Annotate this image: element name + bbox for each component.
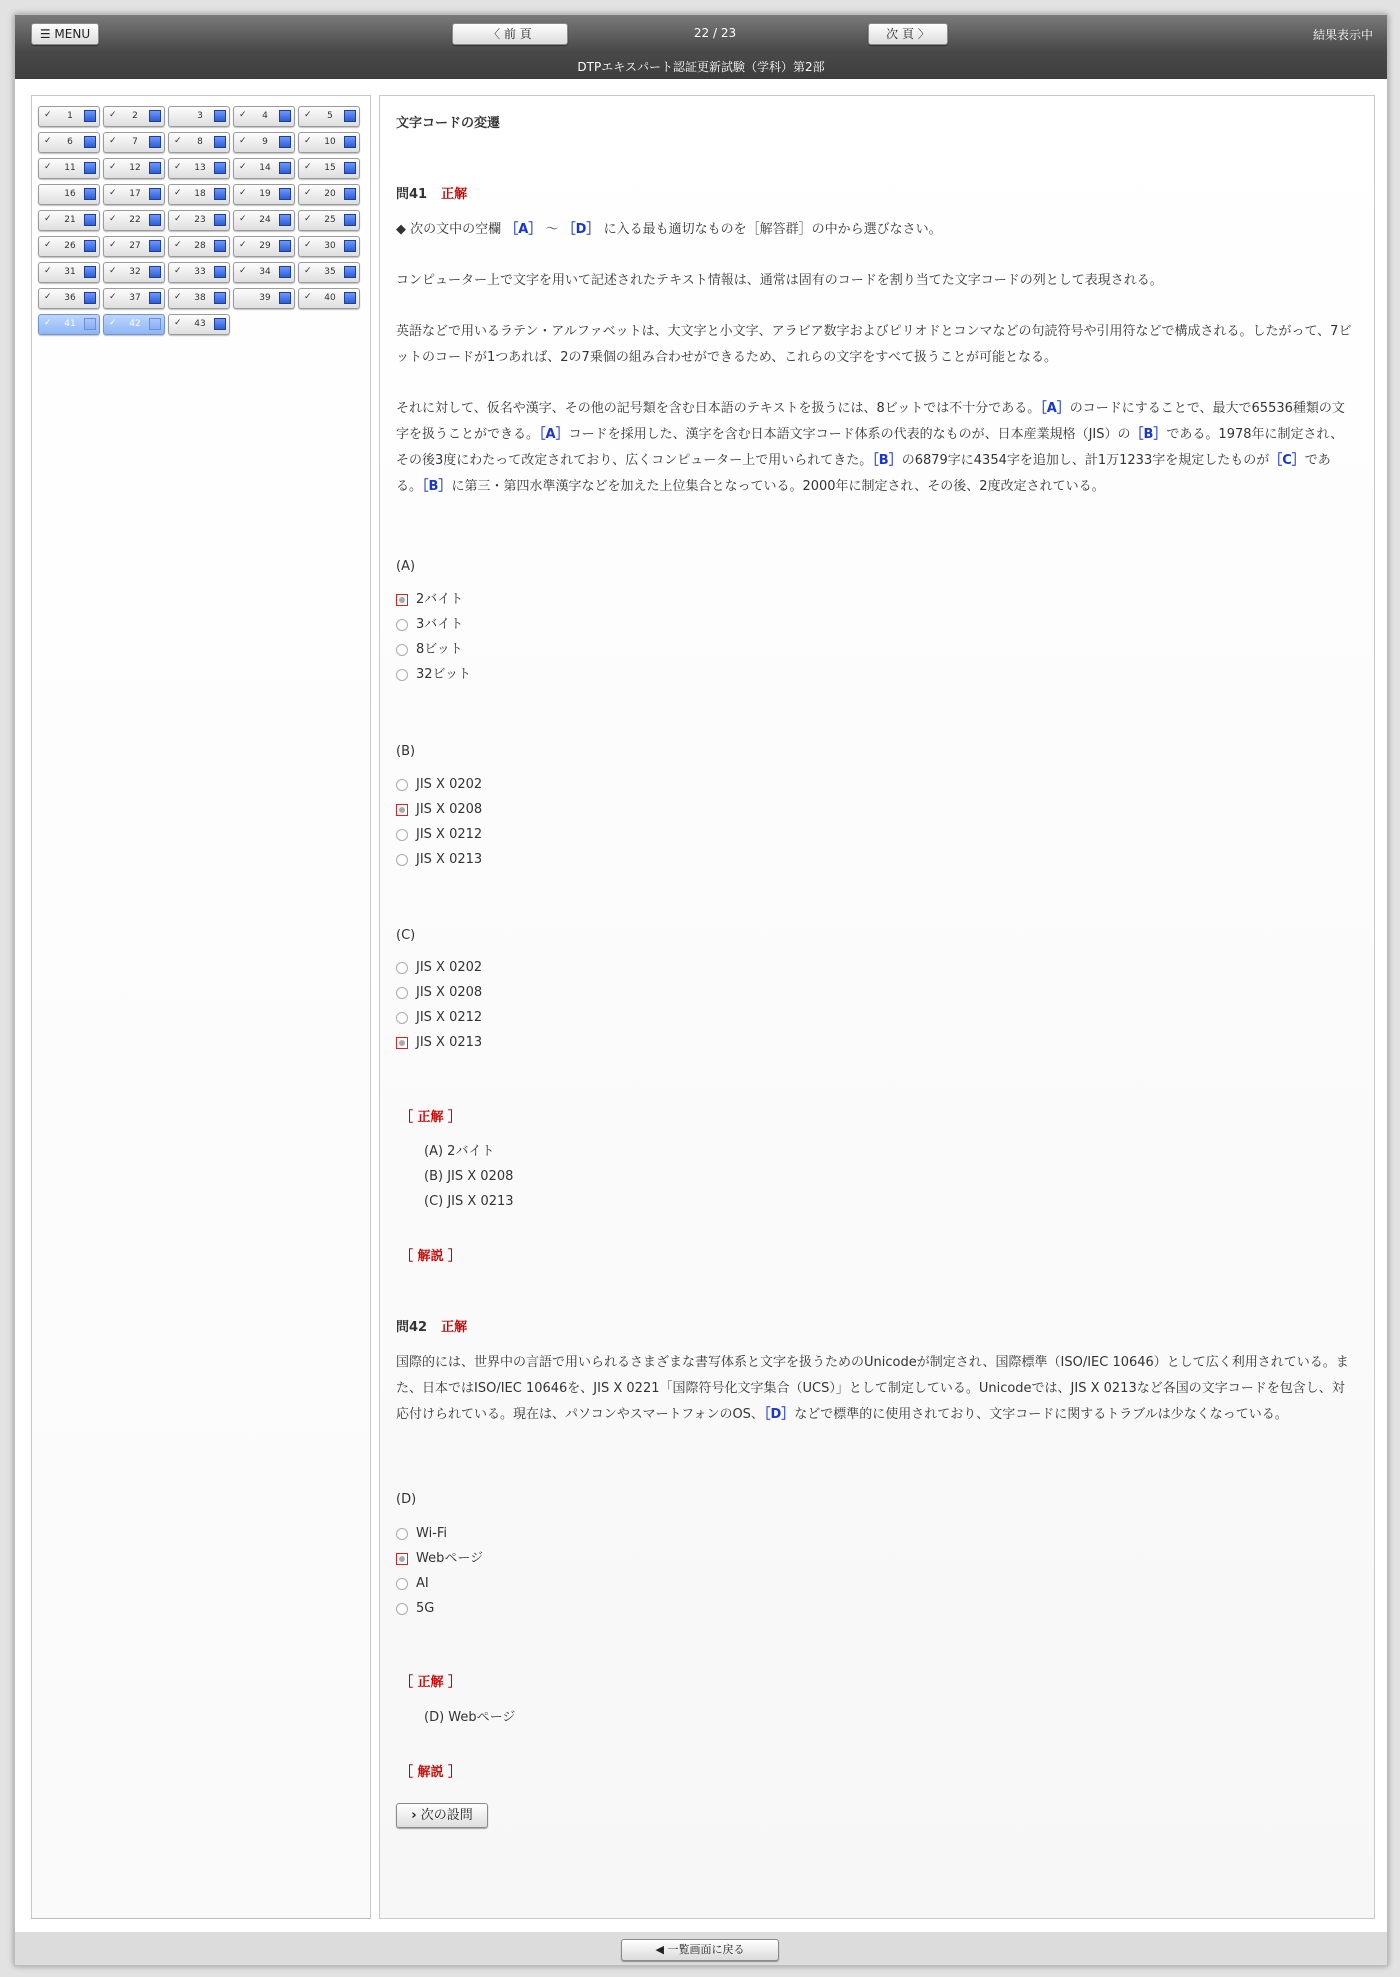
question-nav-button[interactable] [103,158,165,179]
question-nav-button[interactable] [103,288,165,309]
answer-item: (D) Webページ [424,1710,516,1725]
q41-para2: 英語などで用いるラテン・アルファベットは、大文字と小文字、アラビア数字およびピリオドとコンマなどの句読符号や引用符などで構成される。したがって、7ビットのコードが1つあれば、2の7乗個の組み合わせができるため、これらの文字をすべて扱うことが可能となる。 [396,324,1352,365]
question-nav-button[interactable] [298,158,360,179]
check-icon: ✓ [44,214,52,224]
question-nav-button[interactable] [298,236,360,257]
q41-answers [396,1139,1356,1214]
bookmark-square-icon[interactable] [279,136,291,148]
next-page-button[interactable]: 次 頁 〉 [868,23,948,45]
q41-para1: コンピューター上で文字を用いて記述されたテキスト情報は、通常は固有のコードを割り当てた文字コードの列として表現される。 [396,273,1163,288]
check-icon: ✓ [109,110,117,120]
check-icon: ✓ [174,188,182,198]
check-icon: ✓ [239,110,247,120]
instr-text: ◆ 次の文中の空欄 [396,222,502,237]
para-text: 国際的には、世界中の言語で用いられるさまざまな書写体系と文字を扱うためのUnicodeが制定され、国際標準（ISO/IEC 10646）として広く利用されている。また、日本ではISO/IEC 10646を、JIS X 0221「国際符号化文字集合（UCS）」として制定している。Unicodeでは、JIS X 0213など各国の文字コードを包含し、対応付けられている。現在は、パソコンやスマートフォンのOS、 [396,1355,1349,1422]
question-nav-button[interactable] [298,132,360,153]
bookmark-square-icon[interactable] [214,162,226,174]
main-card [15,79,1387,1932]
check-icon: ✓ [304,188,312,198]
question-number: 37 [129,293,141,303]
check-icon: ✓ [109,136,117,146]
answer-option[interactable] [396,797,1356,822]
question-nav-button[interactable] [233,184,295,205]
option-label: AI [416,1576,429,1591]
radio-selected-icon[interactable] [396,594,408,606]
question-number: 32 [129,267,141,277]
question-number: 21 [64,215,76,225]
radio-selected-icon[interactable] [396,804,408,816]
radio-icon[interactable] [396,619,408,631]
check-icon: ✓ [44,162,52,172]
bookmark-square-icon[interactable] [279,266,291,278]
q41-explanation-heading: ［ 解説 ］ [400,1249,462,1264]
blank-a: ［A］ [1040,401,1070,416]
bookmark-square-icon[interactable] [84,318,96,330]
question-nav-button[interactable] [103,132,165,153]
group-c-label: (C) [396,928,416,943]
blank-c: ［C］ [1269,453,1305,468]
question-grid [38,106,366,335]
question-number: 11 [64,163,76,173]
check-icon: ✓ [109,318,117,328]
bookmark-square-icon[interactable] [149,266,161,278]
check-icon: ✓ [44,266,52,276]
para-text: である。 [396,453,1331,494]
option-label: Webページ [416,1551,484,1566]
blank-a: ［A］ [539,427,569,442]
question-number: 8 [197,137,203,147]
check-icon: ✓ [109,162,117,172]
bookmark-square-icon[interactable] [344,136,356,148]
radio-icon[interactable] [396,962,408,974]
check-icon: ✓ [304,136,312,146]
q41-label: 問41 [396,187,428,202]
question-number: 25 [324,215,336,225]
question-nav-button[interactable] [103,262,165,283]
question-number: 22 [129,215,141,225]
question-nav-button[interactable] [168,262,230,283]
bookmark-square-icon[interactable] [279,188,291,200]
answer-option[interactable] [396,955,1356,980]
question-nav-button[interactable] [233,132,295,153]
question-nav-button[interactable] [168,184,230,205]
blank-d: ［D］ [763,1407,795,1422]
check-icon: ✓ [304,240,312,250]
radio-icon[interactable] [396,669,408,681]
group-c-options [396,955,1356,1055]
answer-option[interactable] [396,637,1356,662]
question-nav-button[interactable] [298,262,360,283]
question-nav-button[interactable] [168,236,230,257]
question-nav-button[interactable] [233,236,295,257]
check-icon: ✓ [239,188,247,198]
bookmark-square-icon[interactable] [149,214,161,226]
question-nav-button[interactable] [38,236,100,257]
para-text: に第三・第四水準漢字などを加えた上位集合となっている。2000年に制定され、その後、2度改定されている。 [451,479,1105,494]
q41-result-mark: 正解 [441,187,468,202]
radio-icon[interactable] [396,1603,408,1615]
answer-option[interactable] [396,1030,1356,1055]
check-icon: ✓ [109,240,117,250]
check-icon: ✓ [44,110,52,120]
option-label: JIS X 0208 [416,985,483,1000]
question-number: 27 [129,241,141,251]
check-icon: ✓ [174,136,182,146]
answer-option[interactable] [396,587,1356,612]
bookmark-square-icon[interactable] [149,110,161,122]
answer-option[interactable] [396,1005,1356,1030]
option-label: JIS X 0213 [416,1035,483,1050]
question-nav-button[interactable] [38,184,100,205]
bookmark-square-icon[interactable] [214,318,226,330]
check-icon: ✓ [44,292,52,302]
question-nav-button[interactable] [168,210,230,231]
para-text: などで標準的に使用されており、文字コードに関するトラブルは少なくなっている。 [794,1407,1288,1422]
para-text: コードを採用した、漢字を含む日本語文字コード体系の代表的なものが、日本産業規格（JIS）の [568,427,1131,442]
check-icon: ✓ [109,188,117,198]
blank-d: ［D］ [562,222,600,237]
menu-button[interactable]: ☰ MENU [31,23,99,45]
question-nav-button[interactable] [168,106,230,127]
answer-option[interactable] [396,1596,1356,1621]
app-window [14,14,1388,1966]
question-number: 35 [324,267,336,277]
bookmark-square-icon[interactable] [149,292,161,304]
question-number: 34 [259,267,271,277]
question-number: 12 [129,163,141,173]
result-status: 結果表示中 [1312,28,1373,42]
question-nav-button[interactable] [298,106,360,127]
question-nav-button[interactable] [168,132,230,153]
question-number: 29 [259,241,271,251]
radio-selected-icon[interactable] [396,1553,408,1565]
back-to-list-label: 一覧画面に戻る [667,1943,745,1956]
answer-option[interactable] [396,1571,1356,1596]
check-icon: ✓ [304,292,312,302]
instr-text: 〜 [545,222,559,237]
para-text: それに対して、仮名や漢字、その他の記号類を含む日本語のテキストを扱うには、8ビットでは不十分である。 [396,401,1041,416]
question-number: 36 [64,293,76,303]
question-nav-button[interactable] [103,106,165,127]
answer-option[interactable] [396,980,1356,1005]
answer-option[interactable] [396,1521,1356,1546]
bookmark-square-icon[interactable] [84,162,96,174]
circle-arrow-left-icon: ◀ [655,1943,664,1956]
bookmark-square-icon[interactable] [279,214,291,226]
exam-title: DTPエキスパート認証更新試験（学科）第2部 [577,60,825,74]
group-d-options [396,1521,1356,1621]
q42-para [396,1350,1356,1428]
check-icon: ✓ [304,110,312,120]
blank-b: ［B］ [422,479,452,494]
answer-option[interactable] [396,822,1356,847]
bookmark-square-icon[interactable] [279,292,291,304]
answer-option[interactable] [396,662,1356,687]
check-icon: ✓ [109,266,117,276]
next-question-button[interactable] [396,1803,488,1828]
bookmark-square-icon[interactable] [214,292,226,304]
question-nav-button[interactable] [233,106,295,127]
check-icon: ✓ [44,136,52,146]
question-number: 43 [194,319,206,329]
question-nav-button[interactable] [233,158,295,179]
answer-option[interactable] [396,772,1356,797]
question-number: 23 [194,215,206,225]
question-number: 14 [259,163,271,173]
instr-text: に入る最も適切なものを［解答群］の中から選びなさい。 [603,222,942,237]
q42-answer-heading: ［ 正解 ］ [400,1675,462,1690]
question-number: 4 [262,111,268,121]
question-number: 17 [129,189,141,199]
check-icon: ✓ [174,292,182,302]
bookmark-square-icon[interactable] [344,110,356,122]
question-number: 26 [64,241,76,251]
bookmark-square-icon[interactable] [84,214,96,226]
question-nav-button[interactable] [103,236,165,257]
answer-option[interactable] [396,612,1356,637]
blank-b: ［B］ [872,453,902,468]
question-number: 2 [132,111,138,121]
blank-b: ［B］ [1130,427,1167,442]
bookmark-square-icon[interactable] [84,240,96,252]
section-title: 文字コードの変遷 [396,116,501,131]
question-number: 16 [64,189,76,199]
q42-answers [396,1705,1356,1730]
question-nav-button[interactable] [103,184,165,205]
check-icon: ✓ [239,214,247,224]
option-label: 3バイト [416,617,464,632]
answer-option[interactable] [396,1546,1356,1571]
question-sidebar [31,95,371,1919]
check-icon: ✓ [304,162,312,172]
answer-option[interactable] [396,847,1356,872]
para-text: のコードにすることで、最大で65536種類の文字を扱うことができる。 [396,401,1345,442]
bookmark-square-icon[interactable] [149,188,161,200]
bookmark-square-icon[interactable] [214,136,226,148]
question-number: 13 [194,163,206,173]
footer-bar [15,1932,1387,1965]
check-icon: ✓ [239,162,247,172]
bookmark-square-icon[interactable] [84,292,96,304]
bookmark-square-icon[interactable] [344,188,356,200]
bookmark-square-icon[interactable] [84,136,96,148]
bookmark-square-icon[interactable] [84,188,96,200]
question-nav-button[interactable] [38,288,100,309]
question-nav-button[interactable] [38,106,100,127]
question-number: 18 [194,189,206,199]
question-number: 31 [64,267,76,277]
bookmark-square-icon[interactable] [279,110,291,122]
question-nav-button[interactable] [38,210,100,231]
radio-icon[interactable] [396,854,408,866]
q41-answer-heading: ［ 正解 ］ [400,1110,462,1125]
question-number: 33 [194,267,206,277]
question-number: 30 [324,241,336,251]
radio-icon[interactable] [396,829,408,841]
question-nav-button[interactable] [298,184,360,205]
prev-page-button[interactable]: 〈 前 頁 [452,23,568,45]
option-label: 32ビット [416,667,472,682]
bookmark-square-icon[interactable] [214,110,226,122]
question-nav-button[interactable] [38,314,100,335]
question-number: 38 [194,293,206,303]
question-number: 3 [197,111,203,121]
q41-heading [396,182,1356,208]
question-nav-button[interactable] [233,210,295,231]
bookmark-square-icon[interactable] [214,240,226,252]
check-icon: ✓ [44,240,52,250]
bookmark-square-icon[interactable] [214,266,226,278]
question-nav-button[interactable] [168,314,230,335]
question-number: 1 [67,111,73,121]
check-icon: ✓ [174,318,182,328]
answer-item: (A) 2バイト [424,1144,495,1159]
option-label: Wi-Fi [416,1526,448,1541]
bookmark-square-icon[interactable] [279,162,291,174]
question-nav-button[interactable] [38,132,100,153]
bookmark-square-icon[interactable] [149,162,161,174]
q42-result-mark: 正解 [441,1320,468,1335]
page-counter: 22 / 23 [693,26,737,40]
question-nav-button[interactable] [38,262,100,283]
group-b-options [396,772,1356,872]
option-label: JIS X 0212 [416,827,483,842]
question-nav-button[interactable] [168,158,230,179]
check-icon: ✓ [239,136,247,146]
q41-instruction [396,217,1356,243]
chevron-right-icon: › [411,1808,417,1823]
check-icon: ✓ [304,214,312,224]
check-icon: ✓ [174,214,182,224]
question-number: 6 [67,137,73,147]
para-text: である。1978年に制定され、その後3度にわたって改定されており、広くコンピューター上で用いられてきた。 [396,427,1344,468]
bookmark-square-icon[interactable] [344,240,356,252]
check-icon: ✓ [239,266,247,276]
bookmark-square-icon[interactable] [279,240,291,252]
option-label: JIS X 0213 [416,852,483,867]
question-number: 42 [129,319,141,329]
question-number: 40 [324,293,336,303]
radio-icon[interactable] [396,987,408,999]
q42-explanation-heading: ［ 解説 ］ [400,1765,462,1780]
group-d-label: (D) [396,1492,417,1507]
group-a-options [396,587,1356,687]
bookmark-square-icon[interactable] [214,188,226,200]
check-icon: ✓ [174,266,182,276]
question-nav-button[interactable] [168,288,230,309]
radio-icon[interactable] [396,1528,408,1540]
option-label: JIS X 0208 [416,802,483,817]
blank-a: ［A］ [505,222,542,237]
question-number: 20 [324,189,336,199]
header-bar [15,15,1387,79]
bookmark-square-icon[interactable] [84,110,96,122]
bookmark-square-icon[interactable] [149,318,161,330]
answer-item: (C) JIS X 0213 [424,1194,514,1209]
option-label: JIS X 0202 [416,777,483,792]
bookmark-square-icon[interactable] [214,214,226,226]
q42-label: 問42 [396,1320,428,1335]
question-content [379,95,1375,1919]
radio-icon[interactable] [396,779,408,791]
next-question-label: 次の設問 [420,1808,473,1823]
radio-selected-icon[interactable] [396,1037,408,1049]
bookmark-square-icon[interactable] [344,162,356,174]
question-number: 24 [259,215,271,225]
question-number: 10 [324,137,336,147]
q41-para3 [396,396,1356,500]
radio-icon[interactable] [396,1578,408,1590]
option-label: JIS X 0202 [416,960,483,975]
question-nav-button[interactable] [298,210,360,231]
check-icon: ✓ [109,214,117,224]
radio-icon[interactable] [396,644,408,656]
question-nav-button[interactable] [38,158,100,179]
check-icon: ✓ [44,318,52,328]
bookmark-square-icon[interactable] [84,266,96,278]
group-b-label: (B) [396,744,416,759]
question-number: 28 [194,241,206,251]
back-to-list-button[interactable] [621,1939,779,1961]
para-text: の6879字に4354字を追加し、計1万1233字を規定したものが [901,453,1270,468]
bookmark-square-icon[interactable] [344,292,356,304]
check-icon: ✓ [174,240,182,250]
option-label: JIS X 0212 [416,1010,483,1025]
question-nav-button[interactable] [233,262,295,283]
question-nav-button[interactable] [103,210,165,231]
question-number: 15 [324,163,336,173]
check-icon: ✓ [174,162,182,172]
option-label: 2バイト [416,592,464,607]
bookmark-square-icon[interactable] [149,240,161,252]
check-icon: ✓ [109,292,117,302]
bookmark-square-icon[interactable] [344,214,356,226]
question-nav-button[interactable] [298,288,360,309]
question-number: 5 [327,111,333,121]
question-number: 7 [132,137,138,147]
answer-item: (B) JIS X 0208 [424,1169,514,1184]
bookmark-square-icon[interactable] [344,266,356,278]
question-number: 39 [259,293,271,303]
group-a-label: (A) [396,559,416,574]
check-icon: ✓ [304,266,312,276]
question-number: 9 [262,137,268,147]
check-icon: ✓ [239,240,247,250]
bookmark-square-icon[interactable] [149,136,161,148]
radio-icon[interactable] [396,1012,408,1024]
question-nav-button[interactable] [103,314,165,335]
option-label: 5G [416,1601,435,1616]
option-label: 8ビット [416,642,463,657]
question-number: 41 [64,319,76,329]
question-number: 19 [259,189,271,199]
q42-heading [396,1315,1356,1341]
question-nav-button[interactable] [233,288,295,309]
